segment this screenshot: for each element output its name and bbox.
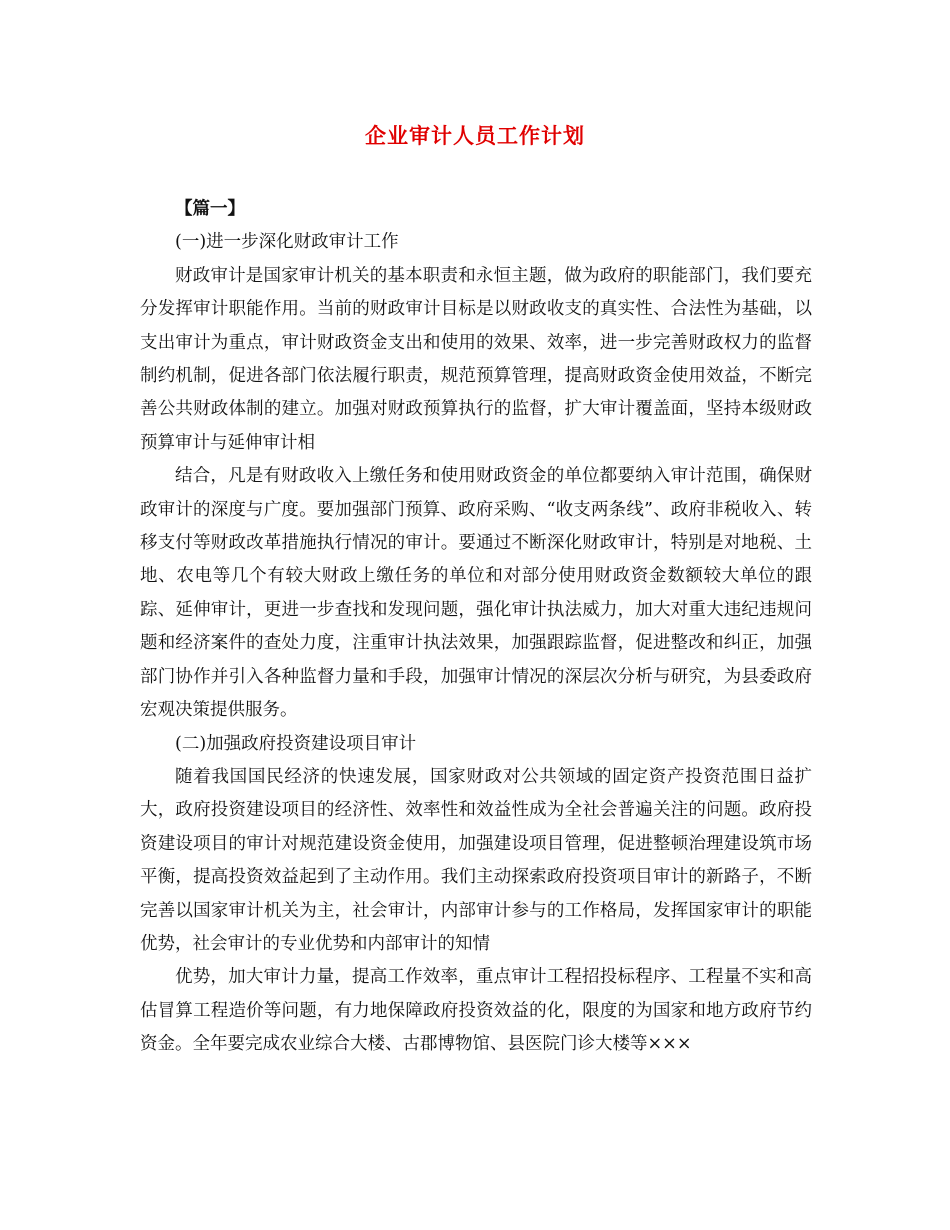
- subheading-2: (二)加强政府投资建设项目审计: [175, 733, 417, 754]
- document-title: 企业审计人员工作计划: [365, 123, 585, 148]
- paragraph-2: 结合，凡是有财政收入上缴任务和使用财政资金的单位都要纳入审计范围，确保财政审计的深度与广度。要加强部门预算、政府采购、“收支两条线”、政府非税收入、转移支付等财政改革措施执行情况的审计。要通过不断深化财政审计，特别是对地税、土地、农电等几个有较大财政上缴任务的单位和对部分使用财政资金数额较大单位的跟踪、延伸审计，更进一步查找和发现问题，强化审计执法威力，加大对重大违纪违规问题和经济案件的查处力度，注重审计执法效果，加强跟踪监督，促进整改和纠正，加强部门协作并引入各种监督力量和手段，加强审计情况的深层次分析与研究，为县委政府宏观决策提供服务。: [140, 466, 812, 721]
- section-marker: 【篇一】: [175, 199, 245, 219]
- paragraph-4: 优势，加大审计力量，提高工作效率，重点审计工程招投标程序、工程量不实和高估冒算工程造价等问题，有力地保障政府投资效益的化，限度的为国家和地方政府节约资金。全年要完成农业综合大楼、古郡博物馆、县医院门诊大楼等×××: [140, 967, 812, 1055]
- paragraph-1: 财政审计是国家审计机关的基本职责和永恒主题，做为政府的职能部门，我们要充分发挥审计职能作用。当前的财政审计目标是以财政收支的真实性、合法性为基础，以支出审计为重点，审计财政资金支出和使用的效果、效率，进一步完善财政权力的监督制约机制，促进各部门依法履行职责，规范预算管理，提高财政资金使用效益，不断完善公共财政体制的建立。加强对财政预算执行的监督，扩大审计覆盖面，坚持本级财政预算审计与延伸审计相: [140, 265, 812, 453]
- subheading-1: (一)进一步深化财政审计工作: [175, 232, 399, 253]
- paragraph-3: 随着我国国民经济的快速发展，国家财政对公共领域的固定资产投资范围日益扩大，政府投资建设项目的经济性、效率性和效益性成为全社会普遍关注的问题。政府投资建设项目的审计对规范建设资金使用，加强建设项目管理，促进整顿治理建设筑市场平衡，提高投资效益起到了主动作用。我们主动探索政府投资项目审计的新路子，不断完善以国家审计机关为主，社会审计，内部审计参与的工作格局，发挥国家审计的职能优势，社会审计的专业优势和内部审计的知情: [140, 766, 812, 954]
- document-body: [140, 193, 812, 1062]
